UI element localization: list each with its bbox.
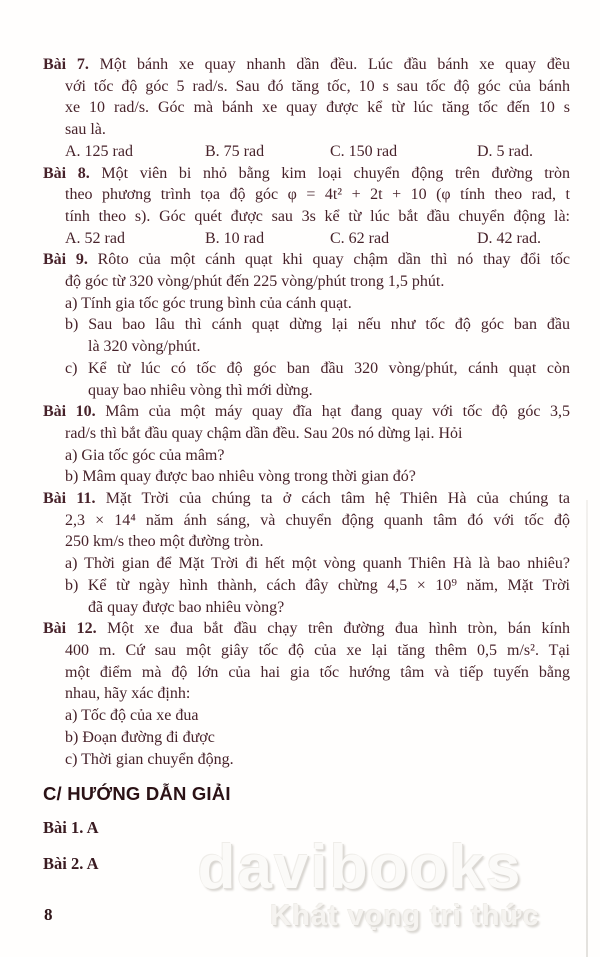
- problem-text: Rôto của một cánh quạt khi quay chậm dần thì nó thay đổi tốc: [97, 251, 571, 269]
- option-a: A. 52 rad: [65, 229, 125, 247]
- watermark-brand: davibooks: [197, 833, 523, 902]
- page-text-block: [43, 54, 570, 879]
- page-number: 8: [44, 905, 53, 924]
- option-b: B. 10 rad: [205, 229, 265, 247]
- problem-text: Một xe đua bắt đầu chạy trên đường đua hình tròn, bán kính: [107, 620, 571, 638]
- problem-label: Bài 12.: [43, 620, 97, 638]
- text-line: a) Gia tốc góc của mâm?: [65, 446, 225, 464]
- text-line: b) Đoạn đường đi được: [65, 728, 215, 746]
- answer-value: A: [86, 854, 99, 874]
- text-line: một điểm mà độ lớn của hai gia tốc hướng tâm và tiếp tuyến bằng: [65, 663, 570, 681]
- problem-text: Mặt Trời của chúng ta ở cách tâm hệ Thiên Hà của chúng ta: [105, 490, 571, 508]
- text-line: c) Kể từ lúc có tốc độ góc ban đầu 320 vòng/phút, cánh quạt còn: [65, 359, 570, 377]
- text-line: 400 m. Cứ sau một giây tốc độ của xe lại tăng thêm 0,5 m/s². Tại: [65, 641, 570, 659]
- option-c: C. 62 rad: [330, 229, 390, 247]
- problem-text: Mâm của một máy quay đĩa hạt đang quay với tốc độ góc 3,5: [105, 403, 570, 421]
- text-line: là 320 vòng/phút.: [88, 338, 201, 356]
- text-line: [43, 163, 570, 185]
- answer-options-row: [43, 228, 570, 250]
- problem-label: Bài 9.: [43, 251, 88, 269]
- text-line: a) Tính gia tốc góc trung bình của cánh quạt.: [65, 294, 352, 312]
- problem-label: Bài 7.: [43, 56, 89, 73]
- text-line: [43, 488, 570, 510]
- problem-bai-7: [43, 54, 570, 163]
- text-line: sau là.: [65, 121, 106, 139]
- problem-bai-10: [43, 401, 570, 488]
- option-d: D. 42 rad.: [477, 229, 541, 247]
- text-line: tính theo s). Góc quét được sau 3s kể từ lúc bắt đầu chuyển động là:: [65, 207, 570, 225]
- problem-label: Bài 8.: [43, 164, 90, 182]
- text-line: a) Tốc độ của xe đua: [65, 707, 199, 725]
- text-line: xe 10 rad/s. Góc mà bánh xe quay được kể từ lúc tăng tốc đến 10 s: [65, 99, 570, 117]
- answer-label: Bài 1.: [43, 818, 84, 838]
- text-line: b) Mâm quay được bao nhiêu vòng trong thời gian đó?: [65, 468, 416, 486]
- problem-bai-12: [43, 618, 570, 770]
- solutions-section-heading: C/ HƯỚNG DẪN GIẢI: [43, 783, 231, 805]
- answer-options-row: [43, 141, 570, 163]
- problem-label: Bài 10.: [43, 403, 96, 421]
- option-b: B. 75 rad: [205, 142, 265, 160]
- text-line: nhau, hãy xác định:: [65, 685, 191, 703]
- option-c: C. 150 rad: [330, 142, 398, 160]
- problem-bai-9: [43, 249, 570, 401]
- text-line: [43, 401, 570, 423]
- text-line: [43, 618, 570, 640]
- text-line: [43, 249, 570, 271]
- problem-bai-8: [43, 163, 570, 250]
- text-line: theo phương trình tọa độ góc φ = 4t² + 2t + 10 (φ tính theo rad, t: [65, 186, 570, 204]
- text-line: đã quay được bao nhiêu vòng?: [88, 598, 285, 616]
- text-line: quay bao nhiêu vòng thì mới dừng.: [88, 381, 313, 399]
- problem-bai-11: [43, 488, 570, 618]
- text-line: [43, 54, 570, 76]
- text-line: 250 km/s theo một đường tròn.: [65, 533, 264, 551]
- problem-text: Một viên bi nhỏ bằng kim loại chuyển động trên đường tròn: [101, 164, 571, 182]
- text-line: b) Sau bao lâu thì cánh quạt dừng lại nếu như tốc độ góc ban đầu: [65, 316, 570, 334]
- scan-artifact-line: [586, 500, 588, 957]
- option-d: D. 5 rad.: [477, 142, 533, 160]
- text-line: c) Thời gian chuyển động.: [65, 750, 234, 768]
- watermark-tagline: Khát vọng tri thức: [270, 900, 540, 932]
- answer-value: A: [86, 818, 99, 838]
- option-a: A. 125 rad: [65, 142, 133, 160]
- text-line: độ góc từ 320 vòng/phút đến 225 vòng/phút trong 1,5 phút.: [65, 273, 445, 291]
- text-line: a) Thời gian để Mặt Trời đi hết một vòng quanh Thiên Hà là bao nhiêu?: [65, 555, 570, 573]
- problem-label: Bài 11.: [43, 490, 96, 508]
- answer-label: Bài 2.: [43, 854, 84, 874]
- problem-text: Một bánh xe quay nhanh dần đều. Lúc đầu bánh xe quay đều: [99, 56, 571, 73]
- solution-answer: [43, 849, 570, 879]
- solution-answer: [43, 813, 570, 843]
- text-line: b) Kể từ ngày hình thành, cách đây chừng 4,5 × 10⁹ năm, Mặt Trời: [65, 576, 570, 594]
- text-line: 2,3 × 14⁴ năm ánh sáng, và chuyển động quanh tâm đó với tốc độ: [65, 511, 570, 529]
- text-line: với tốc độ góc 5 rad/s. Sau đó tăng tốc, 10 s sau tốc độ góc của bánh: [65, 77, 570, 95]
- text-line: rad/s thì bắt đầu quay chậm dần đều. Sau 20s nó dừng lại. Hỏi: [65, 424, 463, 442]
